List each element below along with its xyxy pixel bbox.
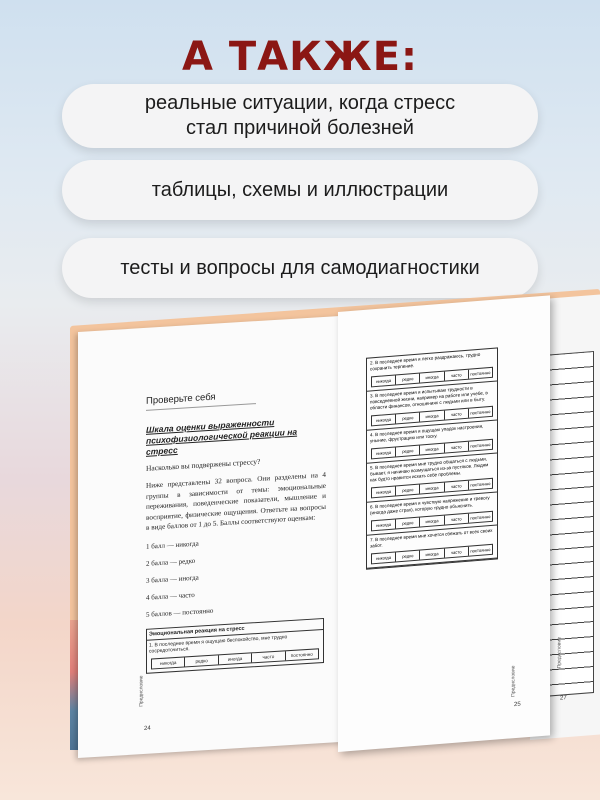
table-header: Эмоциональная реакция на стресс <box>147 619 323 641</box>
feature-text: таблицы, схемы и иллюстрации <box>151 178 449 201</box>
answer-option: никогда <box>372 414 396 425</box>
left-running-title: Предисловие <box>138 675 145 707</box>
answer-option: иногда <box>420 411 444 422</box>
test-question: Насколько вы подвержены стрессу? <box>146 456 261 473</box>
answer-option: никогда <box>372 552 396 563</box>
answer-option: никогда <box>372 375 396 386</box>
option-never: никогда <box>152 657 185 668</box>
answer-option: часто <box>445 370 469 381</box>
option-always: постоянно <box>290 651 313 658</box>
answer-option: часто <box>445 514 469 525</box>
feature-text: тесты и вопросы для самодиагностики <box>120 256 480 279</box>
question-text: 5. В последнее время мне трудно общаться с людьми, бывает, я начинаю возмущаться из-за пустяков. Людям как будто нравится искать себе проблемы. <box>370 456 489 483</box>
question-text: 7. В последнее время мне хочется сбежать от всех своих забот. <box>370 527 493 549</box>
answer-option: часто <box>445 442 469 453</box>
scale-title: Шкала оценки выраженности психофизиологической реакции на стресс <box>146 416 298 457</box>
answer-option: иногда <box>420 549 444 560</box>
answer-table <box>146 617 324 673</box>
score-line: 5 баллов — постоянно <box>146 606 214 619</box>
question-text: 2. В последнее время я легко раздражаюсь, трудно сохранить терпение. <box>370 351 481 372</box>
answer-option: редко <box>396 413 420 424</box>
answer-option: часто <box>445 409 469 420</box>
book-left-page <box>78 316 346 758</box>
book-photo <box>0 290 600 800</box>
answer-option: никогда <box>372 519 396 530</box>
feature-text: реальные ситуации, когда стресс стал причиной болезней <box>144 92 456 139</box>
question-text: 4. В последнее время я ощущаю упадок настроения, уныние, фрустрацию или тоску. <box>370 423 484 444</box>
feature-pill-tables <box>62 160 538 220</box>
table-question: 1. В последнее время я ощущаю беспокойство, мне трудно сосредоточиться. <box>149 633 288 655</box>
answer-table-right <box>366 347 498 569</box>
option-sometimes: иногда <box>219 653 252 664</box>
score-line: 2 балла — редко <box>146 556 196 568</box>
option-rarely: редко <box>185 655 218 666</box>
answer-option: постоянно <box>470 481 491 488</box>
answer-option: часто <box>445 547 469 558</box>
score-line: 1 балл — никогда <box>146 539 199 551</box>
book-right-page <box>338 295 550 752</box>
answer-option: иногда <box>420 372 444 383</box>
far-page-number: 27 <box>560 695 567 702</box>
answer-option: никогда <box>372 447 396 458</box>
option-often: часто <box>252 651 285 662</box>
headline: А ТАКЖЕ: <box>181 34 419 80</box>
answer-option: иногда <box>420 444 444 455</box>
answer-option: редко <box>396 551 420 562</box>
answer-option: постоянно <box>470 514 491 521</box>
answer-option: постоянно <box>470 409 491 416</box>
answer-option: постоянно <box>470 442 491 449</box>
answer-option: иногда <box>420 516 444 527</box>
right-page-number: 25 <box>514 701 521 709</box>
score-line: 3 балла — иногда <box>146 573 199 585</box>
answer-option: редко <box>396 374 420 385</box>
question-text: 3. В последнее время я испытываю трудности в повседневной жизни, например на работе или учебе, в области финансов, отношениях с людьми или в быту. <box>370 385 488 411</box>
answer-option: постоянно <box>470 547 491 554</box>
feature-pill-situations <box>62 84 538 148</box>
section-title: Проверьте себя <box>146 389 256 411</box>
answer-option: постоянно <box>470 370 491 377</box>
answer-option: никогда <box>372 486 396 497</box>
test-instructions: Ниже представлены 32 вопроса. Они разделены на 4 группы в зависимости от темы: эмоциональные переживания, поведенческие показатели, мышление и восприятие, физические ощущения. Ответьте на вопросы в виде баллов от 1 до 5. Баллы соответствуют оценкам: <box>146 470 326 532</box>
question-text: 6. В последнее время я чувствую напряжение и тревогу (иногда даже страх), которую трудно объяснить. <box>370 495 490 516</box>
answer-option: редко <box>396 485 420 496</box>
answer-option: иногда <box>420 483 444 494</box>
answer-option: редко <box>396 446 420 457</box>
far-running-title: Предисловие <box>556 636 563 669</box>
left-page-number: 24 <box>144 725 151 732</box>
feature-pill-tests <box>62 238 538 298</box>
right-running-title: Предисловие <box>510 665 517 698</box>
answer-option: часто <box>445 481 469 492</box>
answer-option: редко <box>396 518 420 529</box>
score-line: 4 балла — часто <box>146 590 195 602</box>
